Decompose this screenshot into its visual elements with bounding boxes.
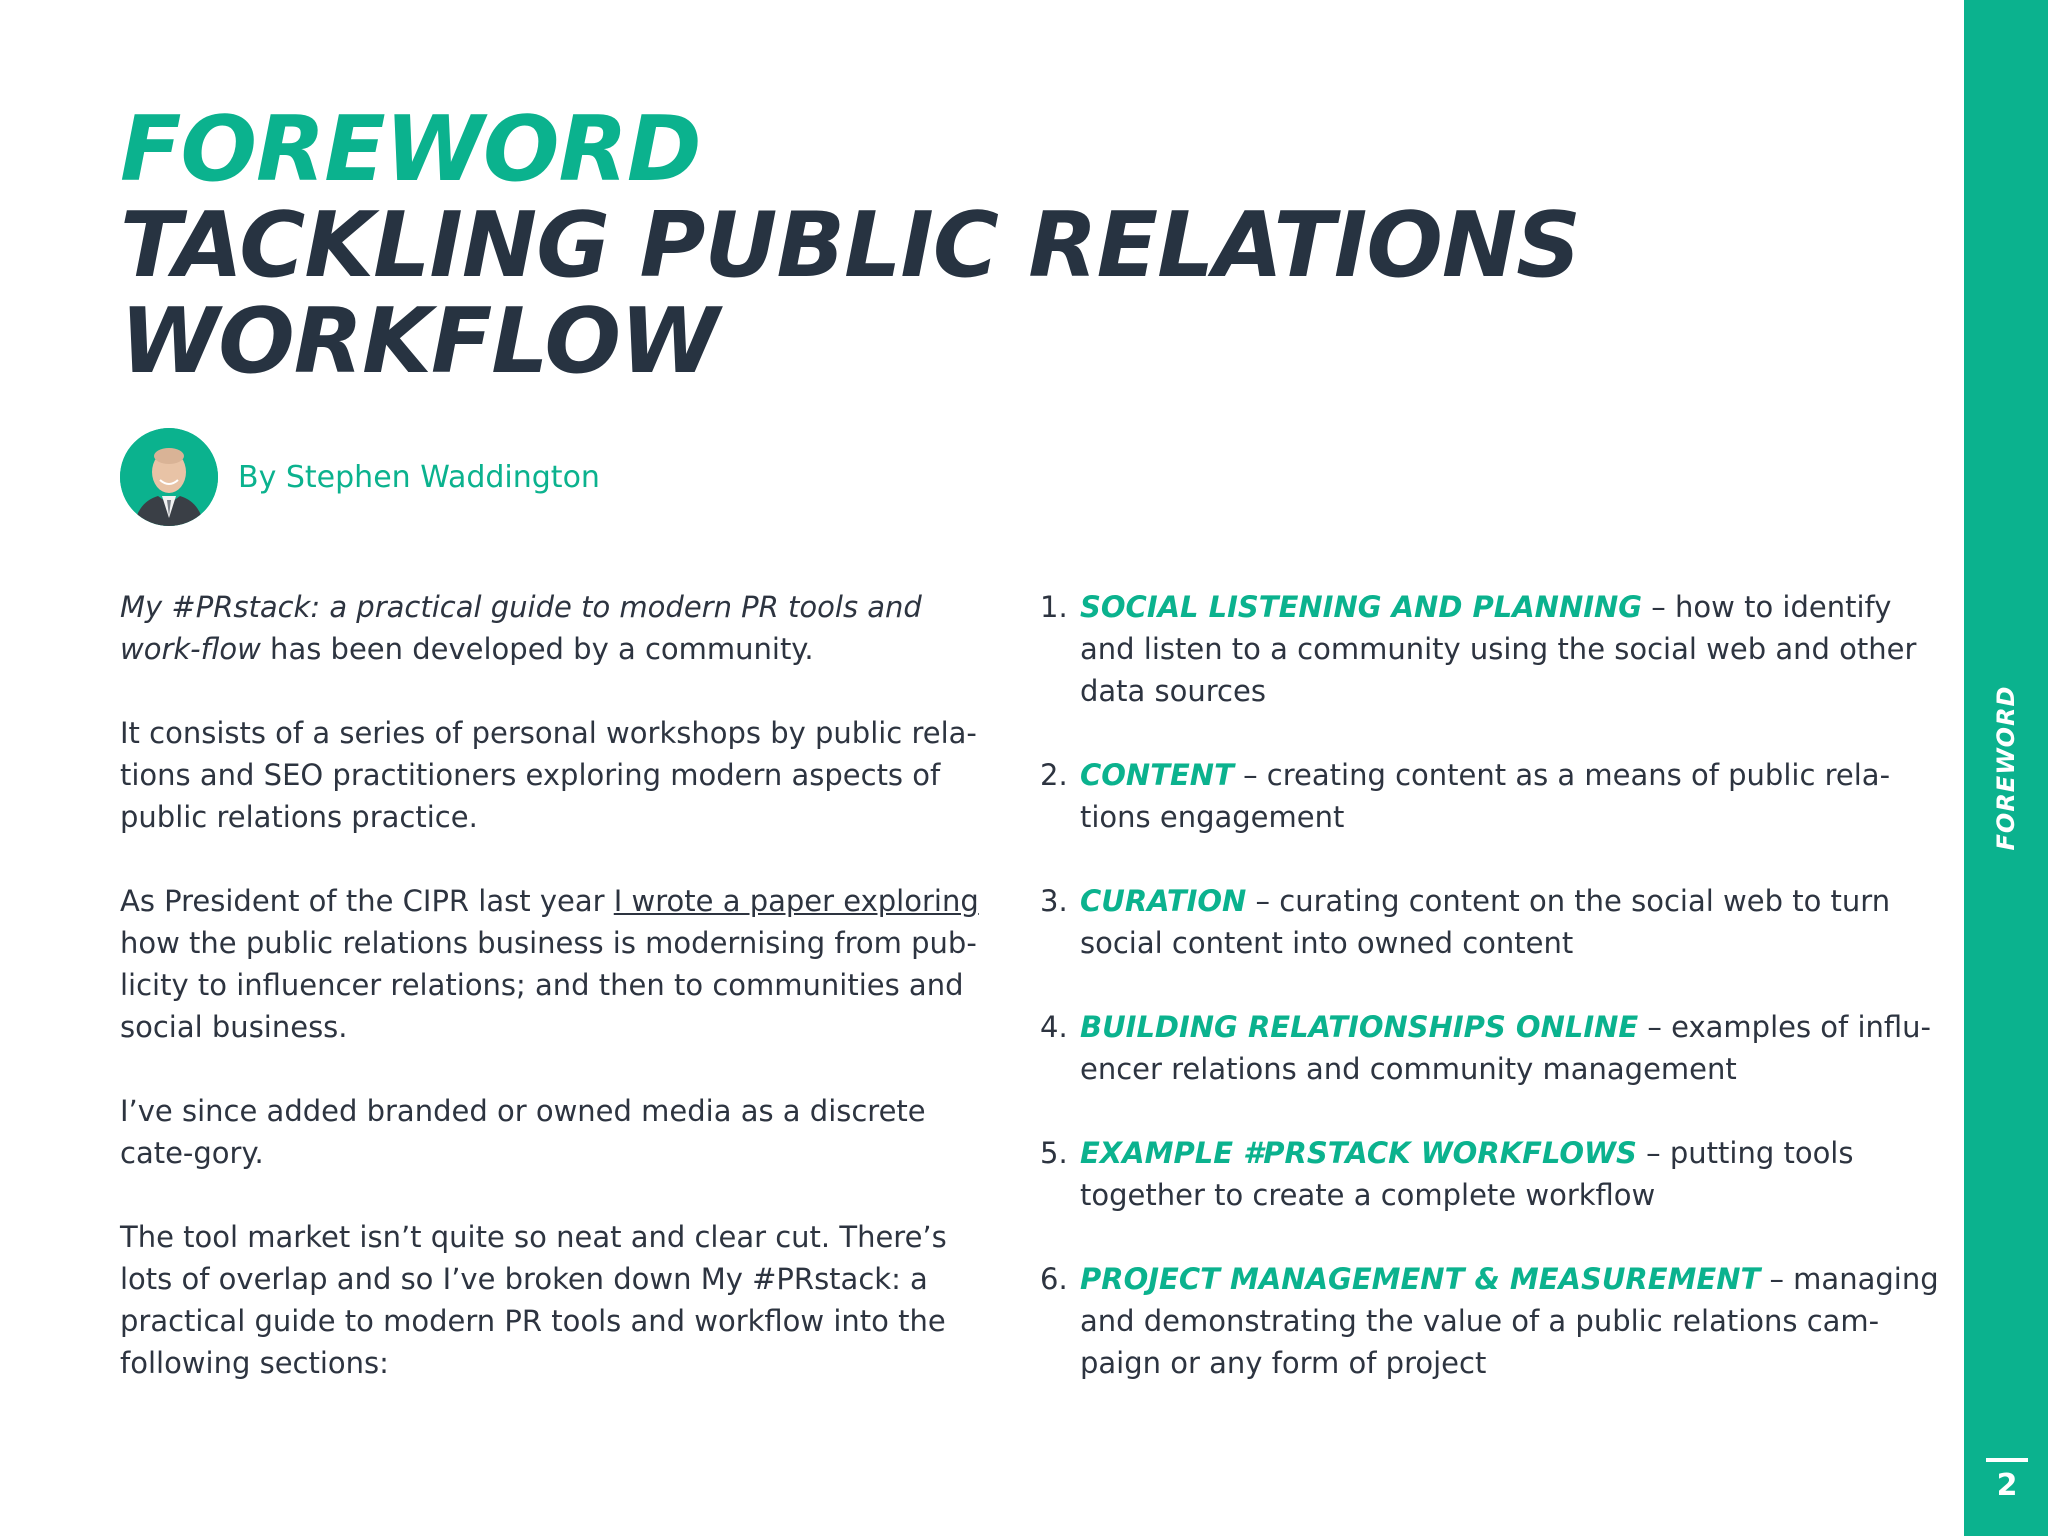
section-description: – putting tools together to create a complete workflow: [1080, 1136, 1854, 1212]
sections-list: [1040, 586, 1940, 1426]
section-item: [1040, 1132, 1940, 1216]
sidebar-chapter-label: FOREWORD: [1992, 685, 2020, 851]
intro-paragraph-2: It consists of a series of personal workshops by public rela-tions and SEO practitioners exploring modern aspects of public relations practice.: [120, 716, 977, 834]
author-name: By Stephen Waddington: [238, 459, 600, 495]
section-description: – creating content as a means of public rela-tions engagement: [1080, 758, 1891, 834]
intro-paragraph-1: [120, 586, 980, 670]
section-number: 1.: [1040, 590, 1068, 624]
intro-paragraph-3: [120, 880, 980, 1048]
section-item: [1040, 754, 1940, 838]
intro-p3-start: As President of the CIPR last year: [120, 884, 614, 918]
section-title: CURATION: [1080, 884, 1247, 918]
page-heading: [120, 97, 1880, 394]
section-title: CONTENT: [1080, 758, 1234, 792]
section-title: EXAMPLE #PRSTACK WORKFLOWS: [1080, 1136, 1637, 1170]
section-description: – curating content on the social web to turn social content into owned content: [1080, 884, 1891, 960]
paper-link[interactable]: I wrote a paper exploring: [613, 884, 979, 918]
section-title: SOCIAL LISTENING AND PLANNING: [1080, 590, 1643, 624]
section-number: 4.: [1040, 1010, 1068, 1044]
section-description: – managing and demonstrating the value of a public relations cam-paign or any form of project: [1080, 1262, 1939, 1380]
portrait-photo-icon: [120, 428, 218, 526]
intro-p1-text: has been developed by a community.: [260, 632, 814, 666]
section-description: – examples of influ-encer relations and community management: [1080, 1010, 1932, 1086]
intro-paragraph-4: I’ve since added branded or owned media as a discrete cate-gory.: [120, 1094, 926, 1170]
intro-p3-rest: how the public relations business is modernising from pub-licity to influencer relations; and then to communities and social business.: [120, 926, 977, 1044]
page-title: TACKLING PUBLIC RELATIONS WORKFLOW: [120, 193, 1580, 394]
section-item: [1040, 1006, 1940, 1090]
heading-kicker: FOREWORD: [120, 97, 701, 202]
section-number: 6.: [1040, 1262, 1068, 1296]
section-description: – how to identify and listen to a community using the social web and other data sources: [1080, 590, 1917, 708]
section-item: [1040, 586, 1940, 712]
page-number-rule: [1986, 1458, 2028, 1462]
author-byline: [120, 428, 600, 526]
section-number: 3.: [1040, 884, 1068, 918]
section-title: PROJECT MANAGEMENT & MEASUREMENT: [1080, 1262, 1761, 1296]
section-number: 2.: [1040, 758, 1068, 792]
guide-title-italic: My #PRstack: a practical guide to modern PR tools and work-flow: [120, 590, 922, 666]
intro-column: [120, 586, 980, 1426]
section-item: [1040, 880, 1940, 964]
page-number: 2: [1996, 1468, 2018, 1503]
section-number: 5.: [1040, 1136, 1068, 1170]
section-title: BUILDING RELATIONSHIPS ONLINE: [1080, 1010, 1639, 1044]
intro-paragraph-5: The tool market isn’t quite so neat and clear cut. There’s lots of overlap and so I’ve broken down My #PRstack: a practical guide to modern PR tools and workflow into the following sections:: [120, 1220, 947, 1380]
author-avatar: [120, 428, 218, 526]
section-item: [1040, 1258, 1940, 1384]
